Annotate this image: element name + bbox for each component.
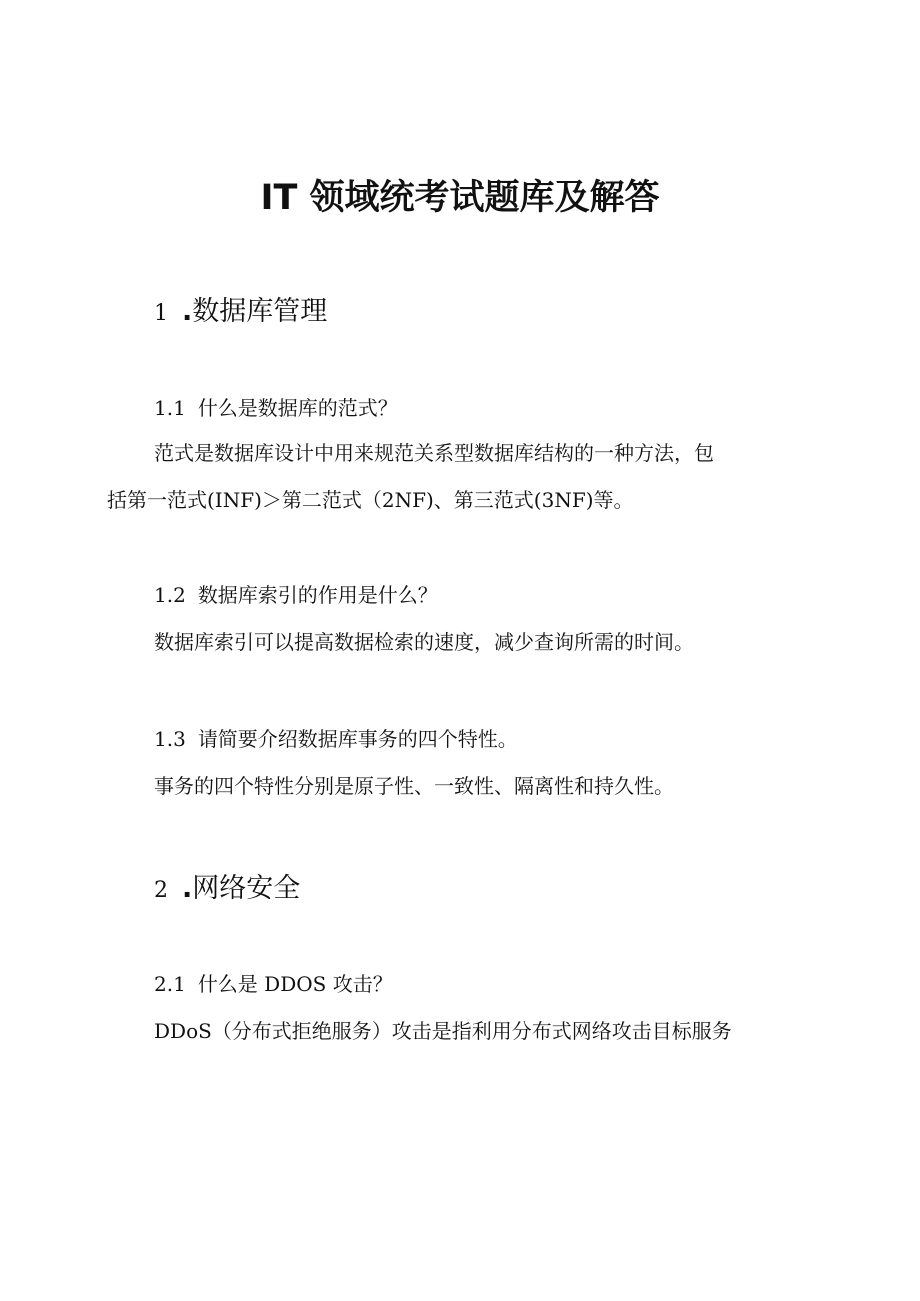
question-1-1 [154,393,398,423]
question-2-1 [154,969,393,999]
answer-2-1-line-1: DDoS（分布式拒绝服务）攻击是指利用分布式网络攻击目标服务 [154,1019,732,1043]
section-dot: . [182,873,193,904]
question-number: 2.1 [154,972,186,996]
answer-1-1-line-1: 范式是数据库设计中用来规范关系型数据库结构的一种方法，包 [154,441,714,465]
question-text: 数据库索引的作用是什么？ [197,583,438,607]
section-dot: . [182,296,193,327]
section-heading-1 [154,294,327,332]
section-title: 网络安全 [192,873,301,904]
section-number: 1 [154,301,168,326]
answer-1-2-line-1: 数据库索引可以提高数据检索的速度，减少查询所需的时间。 [154,630,694,654]
section-heading-2 [154,871,300,909]
question-1-2 [154,580,438,610]
answer-1-1-line-2: 括第一范式(INF)＞第二范式（2NF)、第三范式(3NF)等。 [107,488,634,512]
question-number: 1.2 [154,583,186,607]
answer-1-3-line-1: 事务的四个特性分别是原子性、一致性、隔离性和持久性。 [154,774,674,798]
question-text: 什么是 DDOS 攻击？ [197,972,393,996]
question-text: 什么是数据库的范式？ [197,396,398,420]
question-number: 1.1 [154,396,186,420]
section-number: 2 [154,878,168,903]
document-title: IT 领域统考试题库及解答 [260,178,660,218]
section-title: 数据库管理 [192,296,328,327]
question-number: 1.3 [154,727,186,751]
question-text: 请简要介绍数据库事务的四个特性。 [197,727,518,751]
question-1-3 [154,724,518,754]
